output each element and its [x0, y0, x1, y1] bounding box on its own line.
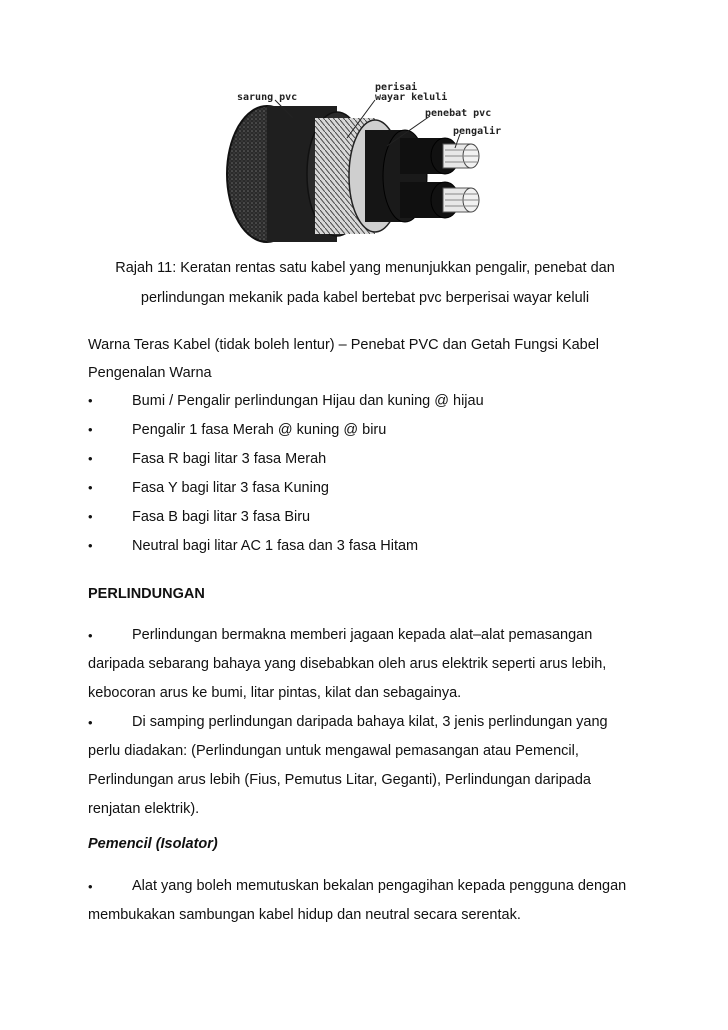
bullet-icon: • — [88, 393, 93, 408]
bullet-icon: • — [88, 422, 93, 437]
section-heading-pemencil: Pemencil (Isolator) — [88, 836, 218, 852]
bullet-icon: • — [88, 538, 93, 553]
bullet-icon: • — [88, 879, 93, 894]
paragraph-line: kebocoran arus ke bumi, litar pintas, kilat dan sebagainya. — [88, 685, 462, 701]
bullet-icon: • — [88, 628, 93, 643]
bullet-icon: • — [88, 451, 93, 466]
figure-caption-line-1: Rajah 11: Keratan rentas satu kabel yang menunjukkan pengalir, penebat dan — [115, 260, 615, 276]
label-pengalir: pengalir — [453, 126, 502, 137]
perlindungan-paragraph-2 — [88, 708, 648, 824]
list-item-text: Neutral bagi litar AC 1 fasa dan 3 fasa Hitam — [132, 538, 419, 554]
cable-cross-section-figure — [215, 78, 515, 250]
paragraph-line: Perlindungan bermakna memberi jagaan kepada alat–alat pemasangan — [132, 627, 593, 643]
label-perisai: perisai — [375, 82, 418, 93]
label-penebat-pvc: penebat pvc — [425, 108, 492, 119]
paragraph-line: Alat yang boleh memutuskan bekalan pengagihan kepada pengguna dengan — [132, 878, 627, 894]
intro-line-1: Warna Teras Kabel (tidak boleh lentur) – Penebat PVC dan Getah Fungsi Kabel — [88, 337, 600, 353]
figure-caption-line-2: perlindungan mekanik pada kabel bertebat pvc berperisai wayar keluli — [140, 290, 590, 306]
bullet-icon: • — [88, 480, 93, 495]
cable-illustration — [215, 78, 515, 250]
perlindungan-paragraph-1 — [88, 621, 648, 708]
paragraph-line: Perlindungan arus lebih (Fius, Pemutus Litar, Geganti), Perlindungan daripada — [88, 772, 591, 788]
list-item-text: Bumi / Pengalir perlindungan Hijau dan kuning @ hijau — [132, 393, 484, 409]
paragraph-line: membukakan sambungan kabel hidup dan neutral secara serentak. — [88, 907, 521, 923]
bullet-icon: • — [88, 509, 93, 524]
label-wayar-keluli: wayar keluli — [375, 92, 448, 103]
list-item-text: Fasa Y bagi litar 3 fasa Kuning — [132, 480, 329, 496]
list-item-text: Fasa B bagi litar 3 fasa Biru — [132, 509, 311, 525]
list-item-text: Pengalir 1 fasa Merah @ kuning @ biru — [132, 422, 387, 438]
paragraph-line: Di samping perlindungan daripada bahaya kilat, 3 jenis perlindungan yang — [132, 714, 608, 730]
pemencil-paragraph-1 — [88, 872, 648, 930]
paragraph-line: renjatan elektrik). — [88, 801, 200, 817]
bullet-icon: • — [88, 715, 93, 730]
list-item-text: Fasa R bagi litar 3 fasa Merah — [132, 451, 327, 467]
section-heading-perlindungan: PERLINDUNGAN — [88, 586, 205, 602]
intro-line-2: Pengenalan Warna — [88, 365, 212, 381]
paragraph-line: perlu diadakan: (Perlindungan untuk mengawal pemasangan atau Pemencil, — [88, 743, 579, 759]
paragraph-line: daripada sebarang bahaya yang disebabkan oleh arus elektrik seperti arus lebih, — [88, 656, 607, 672]
label-sarung-pvc: sarung pvc — [237, 92, 298, 103]
